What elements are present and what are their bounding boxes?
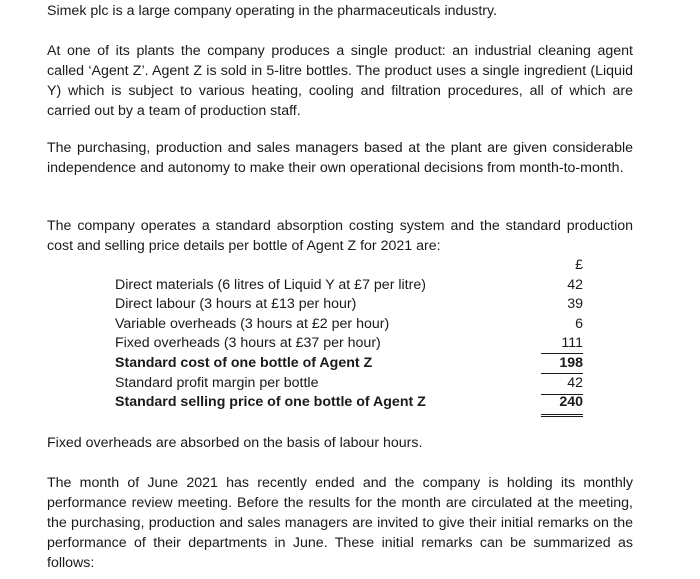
table-row: [115, 334, 583, 354]
row-label: Fixed overheads (3 hours at £37 per hour): [115, 335, 381, 352]
product-description-paragraph: At one of its plants the company produces a single product: an industrial cleaning agent called ‘Agent Z’. Agent Z is sold in 5-litre bottles. The product uses a single ingredient (Liquid Y) which is subject to various heating, cooling and filtration procedures, all of which are carried out by a team of production staff.: [47, 43, 633, 119]
row-value: 198: [559, 354, 583, 371]
absorption-basis-paragraph: Fixed overheads are absorbed on the basis of labour hours.: [47, 435, 423, 451]
performance-review-paragraph: The month of June 2021 has recently ended and the company is holding its monthly performance review meeting. Before the results for the month are circulated at the meeting, the purchasing, production and sales managers are invited to give their initial remarks on the performance of their departments in June. These initial remarks can be summarized as follows:: [47, 475, 633, 571]
row-value: 39: [567, 296, 583, 313]
table-row-grand-total: [115, 393, 583, 413]
table-row-total: [115, 354, 583, 374]
costing-system-paragraph: The company operates a standard absorption costing system and the standard production cost and selling price details per bottle of Agent Z for 2021 are:: [47, 218, 633, 254]
table-row: [115, 315, 583, 335]
currency-header: £: [575, 257, 583, 273]
double-rule-top: [541, 414, 583, 415]
row-value: 6: [575, 315, 583, 332]
total-rule: [541, 373, 583, 374]
row-value: 42: [567, 374, 583, 391]
row-value: 240: [559, 394, 583, 411]
standard-cost-table: [115, 256, 583, 413]
row-value: 111: [561, 335, 583, 352]
row-label: Standard profit margin per bottle: [115, 374, 319, 391]
table-row: [115, 374, 583, 394]
row-label: Variable overheads (3 hours at £2 per hour): [115, 315, 390, 332]
double-rule-bottom: [541, 416, 583, 417]
margin-rule: [541, 394, 583, 395]
managers-paragraph: The purchasing, production and sales managers based at the plant are given considerable independence and autonomy to make their own operational decisions from month-to-month.: [47, 140, 633, 176]
table-row: [115, 295, 583, 315]
currency-header-row: [115, 256, 583, 276]
intro-paragraph: Simek plc is a large company operating in the pharmaceuticals industry.: [47, 3, 498, 19]
subtotal-rule: [541, 353, 583, 354]
row-value: 42: [567, 276, 583, 293]
row-label: Direct materials (6 litres of Liquid Y at £7 per litre): [115, 276, 426, 293]
row-label: Standard selling price of one bottle of Agent Z: [115, 394, 426, 411]
row-label: Direct labour (3 hours at £13 per hour): [115, 296, 357, 313]
table-row: [115, 276, 583, 296]
row-label: Standard cost of one bottle of Agent Z: [115, 354, 373, 371]
